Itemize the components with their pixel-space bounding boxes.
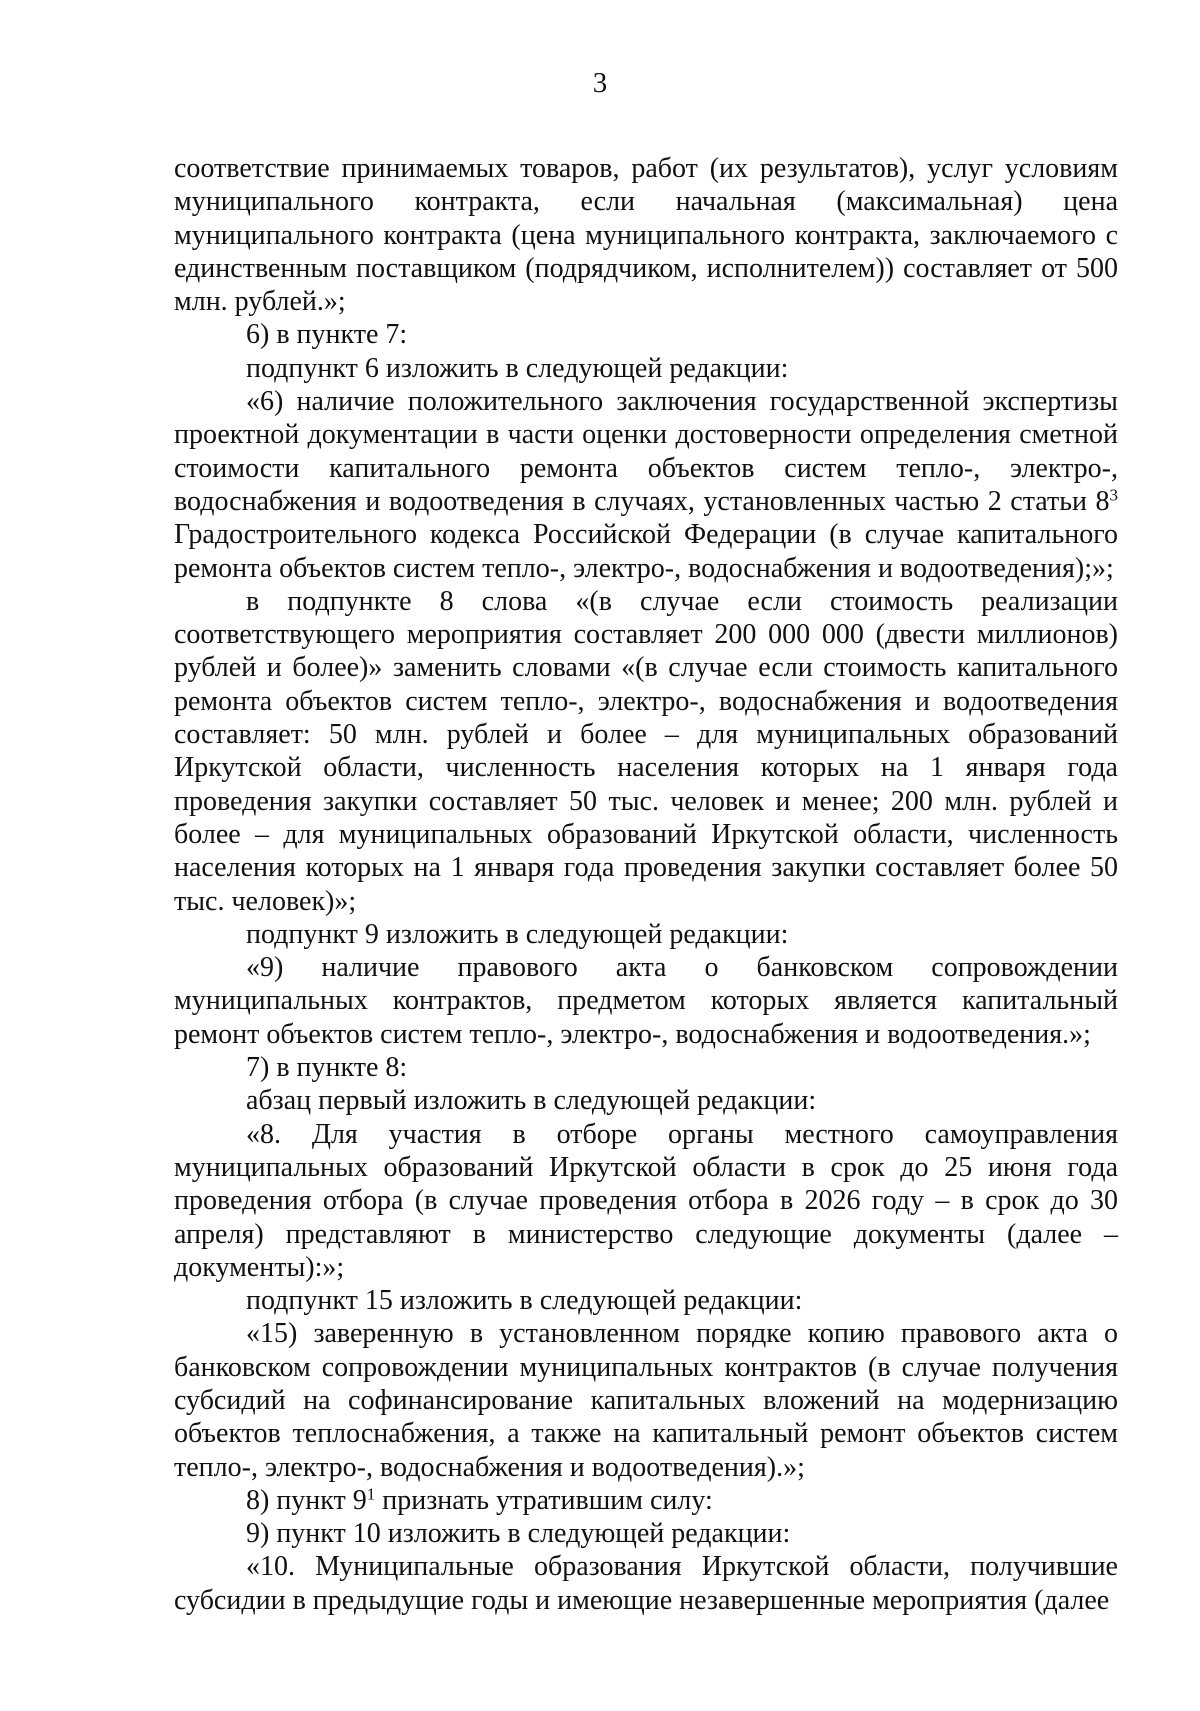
paragraph-text: абзац первый изложить в следующей редакции: <box>246 1085 817 1117</box>
paragraph-text: «15) заверенную в установленном порядке копию правового акта о банковском сопровождении муниципальных контрактов (в случае получения субсидий на софинансирование капитальных вложений на модернизацию объектов теплоснабжения, а также на капитальный ремонт объектов систем тепло-, электро-, водоснабжения и водоотведения).»; <box>174 1318 1118 1483</box>
paragraph-text: «9) наличие правового акта о банковском сопровождении муниципальных контрактов, предметом которых является капитальный ремонт объектов систем тепло-, электро-, водоснабжения и водоотведения.»; <box>174 952 1118 1050</box>
paragraph <box>174 1051 1118 1084</box>
paragraph <box>174 1284 1118 1317</box>
paragraph <box>174 1550 1118 1617</box>
paragraph <box>174 318 1118 351</box>
paragraph-text: соответствие принимаемых товаров, работ (их результатов), услуг условиям муниципального контракта, если начальная (максимальная) цена муниципального контракта (цена муниципального контракта, заключаемого с единственным поставщиком (подрядчиком, исполнителем)) составляет от 500 млн. рублей.»; <box>174 153 1118 318</box>
document-body <box>174 152 1118 1617</box>
paragraph-text: 7) в пункте 8: <box>246 1052 408 1084</box>
paragraph <box>174 585 1118 918</box>
paragraph <box>174 918 1118 951</box>
paragraph-text: «10. Муниципальные образования Иркутской области, получившие субсидии в предыдущие годы и имеющие незавершенные мероприятия (далее <box>174 1551 1118 1616</box>
paragraph-text: в подпункте 8 слова «(в случае если стоимость реализации соответствующего мероприятия составляет 200 000 000 (двести миллионов) рублей и более)» заменить словами «(в случае если стоимость капитального ремонта объектов систем тепло-, электро-, водоснабжения и водоотведения составляет: 50 млн. рублей и более – для муниципальных образований Иркутской области, численность населения которых на 1 января года проведения закупки составляет 50 тыс. человек и менее; 200 млн. рублей и более – для муниципальных образований Иркутской области, численность населения которых на 1 января года проведения закупки составляет более 50 тыс. человек)»; <box>174 585 1118 917</box>
paragraph <box>174 951 1118 1051</box>
paragraph <box>174 152 1118 318</box>
paragraph-text: 8) пункт 9 <box>246 1484 367 1516</box>
paragraph <box>174 1484 1118 1517</box>
superscript: 1 <box>366 1484 376 1504</box>
paragraph-text: подпункт 6 изложить в следующей редакции: <box>246 352 789 384</box>
paragraph-text: подпункт 15 изложить в следующей редакции: <box>246 1285 803 1317</box>
paragraph <box>174 1084 1118 1117</box>
paragraph <box>174 1317 1118 1483</box>
paragraph <box>174 385 1118 585</box>
page-number: 3 <box>592 67 608 99</box>
paragraph <box>174 1118 1118 1284</box>
paragraph-text: 6) в пункте 7: <box>246 319 408 351</box>
superscript: 3 <box>1109 485 1118 505</box>
paragraph-text: подпункт 9 изложить в следующей редакции: <box>246 918 789 950</box>
paragraph-text: «8. Для участия в отборе органы местного самоуправления муниципальных образований Иркутской области в срок до 25 июня года проведения отбора (в случае проведения отбора в 2026 году – в срок до 30 апреля) представляют в министерство следующие документы (далее – документы):»; <box>174 1118 1118 1283</box>
paragraph <box>174 352 1118 385</box>
paragraph-text: «6) наличие положительного заключения государственной экспертизы проектной документации в части оценки достоверности определения сметной стоимости капитального ремонта объектов систем тепло-, электро-, водоснабжения и водоотведения в случаях, установленных частью 2 статьи 8 <box>174 386 1118 517</box>
paragraph <box>174 1517 1118 1550</box>
paragraph-text-continued: признать утратившим силу: <box>375 1484 713 1516</box>
paragraph-text-continued: Градостроительного кодекса Российской Федерации (в случае капитального ремонта объектов систем тепло-, электро-, водоснабжения и водоотведения);»; <box>174 519 1118 584</box>
paragraph-text: 9) пункт 10 изложить в следующей редакции: <box>246 1518 791 1550</box>
